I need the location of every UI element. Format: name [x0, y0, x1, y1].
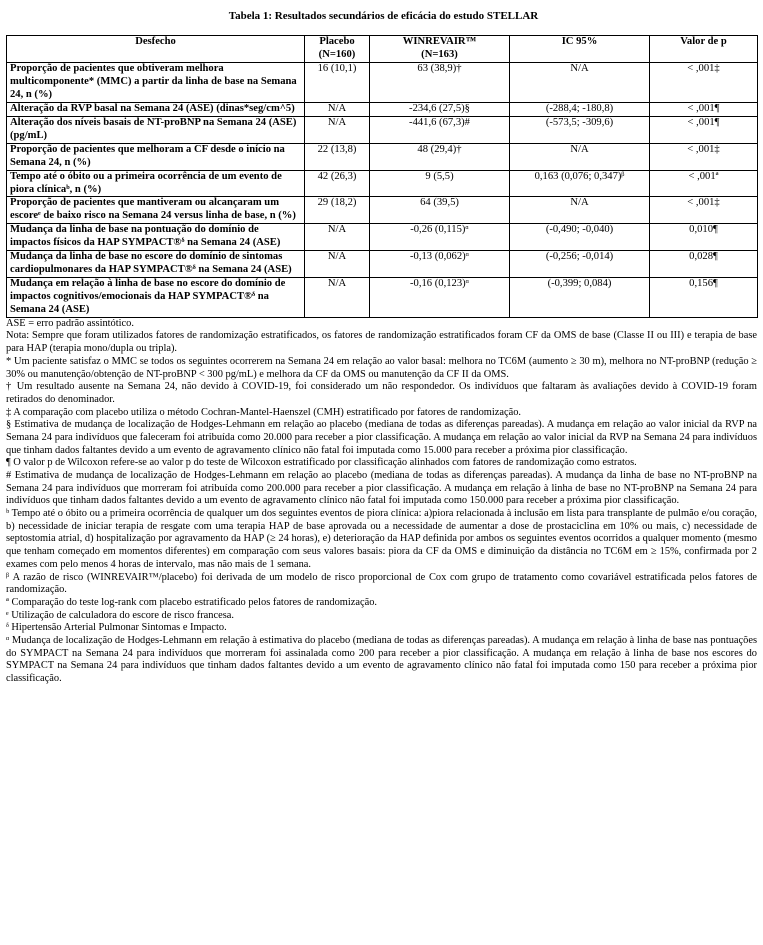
header-placebo: Placebo (N=160) — [305, 36, 370, 63]
footnote: ASE = erro padrão assintótico. — [6, 317, 134, 329]
row-ic: (-0,399; 0,084) — [510, 278, 650, 318]
header-winrevair: WINREVAIR™ (N=163) — [370, 36, 510, 63]
row-placebo: 42 (26,3) — [305, 170, 370, 197]
footnote: # Estimativa de mudança de localização de Hodges-Lehmann em relação ao placebo (mediana de todas as diferenças pareadas). A mudança da linha de base no NT-proBNP na Semana 24 para indivíduos que morreram foi atribuída como 200.000 para receber a pior classificação. A mudança em relação à linha de base no NT-proBNP na Semana 24 para indivíduos que tinham dados faltantes devido a um evento de agravamento clínico não fatal foi imputada como 150.000 para receber a próxima pior classificação. — [6, 470, 757, 507]
row-winrevair: -0,13 (0,062)ᵅ — [370, 251, 510, 278]
row-ic: N/A — [510, 63, 650, 103]
row-pvalue: < ,001‡ — [650, 197, 758, 224]
footnote: § Estimativa de mudança de localização de Hodges-Lehmann em relação ao placebo (mediana de todas as diferenças pareadas). A mudança em relação ao valor inicial da RVP na Semana 24 para indivíduos que faleceram foi atribuída como 20.000 para receber a pior classificação. A mudança em relação ao valor inicial da RVP na Semana 24 para indivíduos que tinham dados faltantes devido a um evento de agravamento clínico não fatal foi imputada como 15.000 para receber a próxima pior classificação. — [6, 419, 757, 456]
footnote: ᵇ Tempo até o óbito ou a primeira ocorrência de qualquer um dos seguintes eventos de piora clínica: a)piora relacionada à inclusão em lista para transplante de pulmão e/ou coração, b) necessidade de iniciar terapia de resgate com uma terapia HAP de base aprovada ou a necessidade de aumentar a dose de prostaciclina em 10% ou mais, c) necessidade de septostomia atrial, d) hospitalização por agravamento da HAP (≥ 24 horas), e) deterioração da HAP definida por ambos os seguintes eventos ocorridos a qualquer momento (mesmo que tenham começado em momentos diferentes) em comparação com seus valores basais: piora da CF da OMS e diminuição da distância no TC6M em ≥ 15%, confirmada por 2 exames com pelo menos 4 horas de intervalo, mas não mais de 1 semana. — [6, 508, 757, 570]
header-desfecho: Desfecho — [7, 36, 305, 63]
row-ic: (-0,256; -0,014) — [510, 251, 650, 278]
row-ic: 0,163 (0,076; 0,347)ᵝ — [510, 170, 650, 197]
row-desfecho: Alteração dos níveis basais de NT-proBNP na Semana 24 (ASE) (pg/mL) — [7, 116, 305, 143]
footnote: * Um paciente satisfaz o MMC se todos os seguintes ocorrerem na Semana 24 em relação ao valor basal: melhora no TC6M (aumento ≥ 30 m), melhora no NT-proBNP (redução ≥ 30% ou manutenção/obtenção de NT-proBNP < 300 pg/mL) e melhora da CF da OMS ou manutenção da CF II da OMS. — [6, 355, 757, 380]
table-row — [7, 116, 758, 143]
footnote: Nota: Sempre que foram utilizados fatores de randomização estratificados, os fatores de randomização estratificados foram CF da OMS de base (Classe II ou III) e terapia de base para HAP (terapia mono/dupla ou tripla). — [6, 330, 757, 355]
table-header-row — [7, 36, 758, 63]
row-desfecho: Tempo até o óbito ou a primeira ocorrência de um evento de piora clínicaᵇ, n (%) — [7, 170, 305, 197]
footnote: ᵟ Hipertensão Arterial Pulmonar Sintomas e Impacto. — [6, 622, 227, 634]
row-desfecho: Alteração da RVP basal na Semana 24 (ASE) (dinas*seg/cm^5) — [7, 103, 305, 117]
footnote: ᵉ Utilização de calculadora do escore de risco francesa. — [6, 609, 234, 621]
table-title: Tabela 1: Resultados secundários de eficácia do estudo STELLAR — [228, 10, 539, 22]
row-placebo: N/A — [305, 278, 370, 318]
efficacy-table — [6, 35, 758, 317]
row-pvalue: < ,001‡ — [650, 63, 758, 103]
row-placebo: 16 (10,1) — [305, 63, 370, 103]
row-placebo: N/A — [305, 251, 370, 278]
row-ic: (-573,5; -309,6) — [510, 116, 650, 143]
table-row — [7, 251, 758, 278]
row-pvalue: < ,001ª — [650, 170, 758, 197]
footnote: ᵅ Mudança de localização de Hodges-Lehmann em relação à estimativa do placebo (mediana de todas as diferenças pareadas). A mudança em relação à linha de base nas pontuações do SYMPACT na Semana 24 para indivíduos que morreram foi assinalada como 200 para receber a pior classificação. A mudança em relação à linha de base nos escores do SYMPACT na Semana 24 para indivíduos que tinham dados faltantes devido a um evento de agravamento clínico não fatal foi imputada como 150 para receber a próxima pior classificação. — [6, 634, 757, 685]
table-row — [7, 278, 758, 318]
row-ic: N/A — [510, 197, 650, 224]
row-placebo: N/A — [305, 103, 370, 117]
row-winrevair: 48 (29,4)† — [370, 143, 510, 170]
row-desfecho: Mudança em relação à linha de base no escore do domínio de impactos cognitivos/emocionais da HAP SYMPACT®ᵟ na Semana 24 (ASE) — [7, 278, 305, 318]
row-pvalue: < ,001¶ — [650, 116, 758, 143]
footnote: ¶ O valor p de Wilcoxon refere-se ao valor p do teste de Wilcoxon estratificado por classificação alinhados com fatores de randomização como estratos. — [6, 457, 637, 469]
row-desfecho: Mudança da linha de base no escore do domínio de sintomas cardiopulmonares da HAP SYMPACT®ᵟ na Semana 24 (ASE) — [7, 251, 305, 278]
row-placebo: 22 (13,8) — [305, 143, 370, 170]
table-row — [7, 103, 758, 117]
row-winrevair: 9 (5,5) — [370, 170, 510, 197]
footnote: ᵝ A razão de risco (WINREVAIR™/placebo) foi derivada de um modelo de risco proporcional de Cox com grupo de tratamento como covariável estratificada pelos fatores de randomização. — [6, 571, 757, 596]
row-pvalue: < ,001¶ — [650, 103, 758, 117]
footnote: † Um resultado ausente na Semana 24, não devido à COVID-19, foi considerado um não respondedor. Os indivíduos que faltaram às avaliações devido à COVID-19 foram retirados do denominador. — [6, 381, 757, 405]
row-placebo: 29 (18,2) — [305, 197, 370, 224]
row-pvalue: 0,010¶ — [650, 224, 758, 251]
row-pvalue: < ,001‡ — [650, 143, 758, 170]
row-winrevair: 63 (38,9)† — [370, 63, 510, 103]
row-winrevair: 64 (39,5) — [370, 197, 510, 224]
row-ic: (-0,490; -0,040) — [510, 224, 650, 251]
row-pvalue: 0,156¶ — [650, 278, 758, 318]
row-desfecho: Proporção de pacientes que mantiveram ou alcançaram um escoreᵉ de baixo risco na Semana 24 versus linha de base, n (%) — [7, 197, 305, 224]
row-winrevair: -441,6 (67,3)# — [370, 116, 510, 143]
row-winrevair: -0,16 (0,123)ᵅ — [370, 278, 510, 318]
table-row — [7, 224, 758, 251]
row-placebo: N/A — [305, 116, 370, 143]
row-winrevair: -234,6 (27,5)§ — [370, 103, 510, 117]
row-pvalue: 0,028¶ — [650, 251, 758, 278]
row-desfecho: Mudança da linha de base na pontuação do domínio de impactos físicos da HAP SYMPACT®ᵟ na Semana 24 (ASE) — [7, 224, 305, 251]
table-row — [7, 197, 758, 224]
row-desfecho: Proporção de pacientes que obtiveram melhora multicomponente* (MMC) a partir da linha de base na Semana 24, n (%) — [7, 63, 305, 103]
document-page — [6, 0, 761, 686]
footnote: ‡ A comparação com placebo utiliza o método Cochran-Mantel-Haenszel (CMH) estratificado por fatores de randomização. — [6, 406, 521, 418]
table-row — [7, 143, 758, 170]
row-desfecho: Proporção de pacientes que melhoram a CF desde o início na Semana 24, n (%) — [7, 143, 305, 170]
row-winrevair: -0,26 (0,115)ᵅ — [370, 224, 510, 251]
row-ic: (-288,4; -180,8) — [510, 103, 650, 117]
footnotes — [6, 318, 757, 686]
row-placebo: N/A — [305, 224, 370, 251]
table-row — [7, 63, 758, 103]
table-row — [7, 170, 758, 197]
row-ic: N/A — [510, 143, 650, 170]
header-ic95: IC 95% — [510, 36, 650, 63]
header-pvalue: Valor de p — [650, 36, 758, 63]
footnote: ª Comparação do teste log-rank com placebo estratificado pelos fatores de randomização. — [6, 596, 378, 608]
